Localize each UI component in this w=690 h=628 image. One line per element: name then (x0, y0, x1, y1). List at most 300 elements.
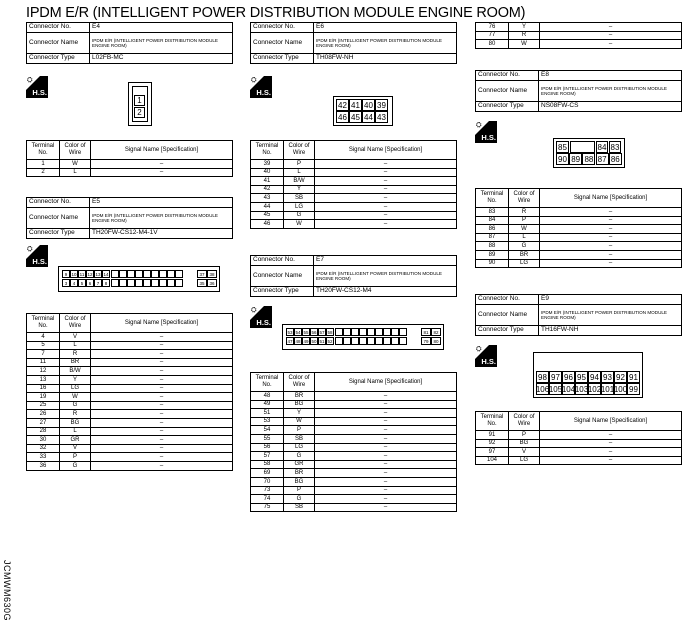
wire-color-cell: BR (284, 392, 315, 401)
pin-cell: 89 (569, 153, 582, 165)
table-row (27, 444, 233, 453)
signal-cell: – (91, 410, 233, 419)
connector-e7-face (282, 324, 444, 350)
pin-cell: 43 (375, 111, 388, 123)
color-of-wire-header: Color of Wire (60, 141, 91, 160)
pin-cell: 103 (574, 384, 589, 394)
table-row (251, 426, 457, 435)
pin-cell: 3 (62, 279, 70, 287)
wire-color-cell: G (284, 452, 315, 461)
connector-e5-face (58, 266, 220, 292)
signal-cell: – (91, 350, 233, 359)
signal-cell: – (540, 448, 682, 457)
pin-cell: 97 (549, 371, 562, 383)
pin-cell: 53 (287, 329, 293, 335)
terminal-cell: 36 (27, 461, 60, 470)
pin-cell (335, 328, 343, 336)
color-of-wire-header: Color of Wire (284, 373, 315, 392)
terminal-cell: 28 (27, 427, 60, 436)
pin-cell (151, 270, 159, 278)
terminal-cell: 4 (27, 333, 60, 342)
pin-cell: 55 (303, 329, 309, 335)
pin-cell: 9 (62, 270, 70, 278)
wire-color-cell: V (509, 448, 540, 457)
terminal-cell: 32 (27, 444, 60, 453)
terminal-cell: 1 (27, 160, 60, 169)
signal-cell: – (315, 469, 457, 478)
pin-cell (151, 279, 159, 287)
signal-cell: – (315, 417, 457, 426)
connector-name-value: IPDM E/R (INTELLIGENT POWER DISTRIBUTION MODULE ENGINE ROOM) (90, 33, 233, 54)
table-row (476, 225, 682, 234)
pin-cell: 93 (601, 371, 614, 383)
signal-cell: – (315, 160, 457, 169)
signal-name-header: Signal Name [Specification] (91, 314, 233, 333)
terminal-cell: 89 (476, 250, 509, 259)
pin-cell: 6 (86, 279, 94, 287)
connector-no-value: E5 (90, 198, 233, 208)
pin-cell: 102 (587, 384, 602, 394)
terminal-cell: 88 (476, 242, 509, 251)
pin-cell: 47 (287, 338, 293, 344)
pin-cell: 104 (561, 384, 576, 394)
connector-type-value: TH08FW-NH (314, 54, 457, 64)
terminal-cell: 39 (251, 160, 284, 169)
terminal-cell: 5 (27, 341, 60, 350)
pin-cell: 85 (556, 141, 569, 153)
connector-e8-header (475, 70, 682, 112)
connector-e9-header (475, 294, 682, 336)
signal-cell: – (91, 341, 233, 350)
table-row (251, 417, 457, 426)
terminal-cell: 11 (27, 358, 60, 367)
pin-cell (143, 270, 151, 278)
pin-cell: 99 (627, 383, 640, 395)
pin-cell (335, 337, 343, 345)
connector-no-value: E4 (90, 23, 233, 33)
hs-icon: ⛭ H.S. (476, 346, 496, 366)
pin-cell (351, 328, 359, 336)
table-row (251, 211, 457, 220)
pin-cell: 2 (134, 107, 145, 118)
pin-cell: 11 (79, 271, 85, 277)
pin-cell: 88 (582, 153, 595, 165)
terminal-cell: 53 (251, 417, 284, 426)
signal-cell: – (91, 358, 233, 367)
wire-color-cell: GR (284, 460, 315, 469)
signal-name-header: Signal Name [Specification] (540, 189, 682, 208)
signal-cell: – (91, 384, 233, 393)
connector-e9-face (533, 352, 643, 398)
pin-cell: 13 (95, 271, 101, 277)
terminal-cell: 42 (251, 185, 284, 194)
pin-cell: 35 (197, 279, 207, 287)
signal-cell: – (91, 393, 233, 402)
pin-cell: 80 (431, 337, 441, 345)
signal-cell: – (91, 168, 233, 177)
pin-cell (383, 328, 391, 336)
signal-cell: – (315, 460, 457, 469)
signal-cell: – (91, 401, 233, 410)
terminal-cell: 16 (27, 384, 60, 393)
connector-type-value: L02FB-MC (90, 54, 233, 64)
table-row (27, 375, 233, 384)
wire-color-cell: LG (509, 259, 540, 268)
wire-color-cell: B/W (60, 367, 91, 376)
connector-type-value: TH20FW-CS12-M4 (314, 287, 457, 297)
pin-cell: 94 (588, 371, 601, 383)
table-row (251, 495, 457, 504)
table-row (251, 168, 457, 177)
connector-type-label: Connector Type (476, 326, 539, 336)
signal-name-header: Signal Name [Specification] (540, 412, 682, 431)
table-row (251, 177, 457, 186)
table-row (27, 358, 233, 367)
pin-cell: 51 (319, 338, 325, 344)
wire-color-cell: W (60, 160, 91, 169)
signal-cell: – (540, 23, 682, 32)
wire-color-cell: L (60, 427, 91, 436)
connector-name-value: IPDM E/R (INTELLIGENT POWER DISTRIBUTION MODULE ENGINE ROOM) (539, 305, 682, 326)
signal-cell: – (540, 225, 682, 234)
terminal-cell: 76 (476, 23, 509, 32)
signal-cell: – (315, 168, 457, 177)
table-row (27, 160, 233, 169)
pin-cell (351, 337, 359, 345)
connector-no-label: Connector No. (27, 198, 90, 208)
hs-icon: ⛭ H.S. (251, 77, 271, 97)
pin-cell (167, 270, 175, 278)
pin-cell (383, 337, 391, 345)
pin-cell: 38 (207, 270, 217, 278)
connector-e7-pin-table (250, 372, 457, 512)
table-row (476, 31, 682, 40)
pin-cell (570, 141, 595, 153)
pin-cell: 44 (362, 111, 375, 123)
wire-color-cell: R (60, 350, 91, 359)
table-row (476, 456, 682, 465)
terminal-cell: 69 (251, 469, 284, 478)
pin-cell (399, 337, 407, 345)
terminal-cell: 91 (476, 431, 509, 440)
connector-e9-pin-table (475, 411, 682, 465)
signal-cell: – (315, 392, 457, 401)
pin-cell (111, 270, 119, 278)
signal-cell: – (540, 31, 682, 40)
terminal-cell: 41 (251, 177, 284, 186)
pin-cell: 98 (536, 371, 549, 383)
table-row (251, 486, 457, 495)
wire-color-cell: LG (284, 202, 315, 211)
pin-cell (175, 279, 183, 287)
wire-color-cell: L (60, 168, 91, 177)
connector-name-label: Connector Name (251, 33, 314, 54)
terminal-cell: 19 (27, 393, 60, 402)
wire-color-cell: BR (60, 358, 91, 367)
pin-cell (143, 279, 151, 287)
connector-no-label: Connector No. (476, 71, 539, 81)
pin-cell (167, 279, 175, 287)
hs-icon: ⛭ H.S. (476, 122, 496, 142)
terminal-cell: 92 (476, 439, 509, 448)
pin-cell (367, 328, 375, 336)
terminal-cell: 97 (476, 448, 509, 457)
signal-cell: – (91, 418, 233, 427)
wire-color-cell: Y (284, 185, 315, 194)
terminal-cell: 12 (27, 367, 60, 376)
connector-type-value: NS08FW-CS (539, 102, 682, 112)
table-row (251, 409, 457, 418)
table-row (251, 460, 457, 469)
signal-cell: – (315, 486, 457, 495)
pin-cell: 90 (556, 153, 569, 165)
table-row (476, 439, 682, 448)
signal-cell: – (315, 495, 457, 504)
pin-cell: 12 (87, 271, 93, 277)
wire-color-cell: BG (284, 477, 315, 486)
wire-color-cell: W (284, 417, 315, 426)
pin-cell: 101 (600, 384, 615, 394)
table-row (251, 452, 457, 461)
table-row (251, 477, 457, 486)
terminal-cell: 75 (251, 503, 284, 512)
signal-cell: – (315, 426, 457, 435)
pin-cell: 7 (94, 279, 102, 287)
connector-type-label: Connector Type (27, 229, 90, 239)
signal-cell: – (540, 250, 682, 259)
wire-color-cell: L (509, 233, 540, 242)
pin-cell: 92 (614, 371, 627, 383)
connector-name-label: Connector Name (27, 208, 90, 229)
pin-cell (159, 279, 167, 287)
connector-name-value: IPDM E/R (INTELLIGENT POWER DISTRIBUTION MODULE ENGINE ROOM) (539, 81, 682, 102)
table-row (476, 233, 682, 242)
pin-cell (343, 337, 351, 345)
color-of-wire-header: Color of Wire (60, 314, 91, 333)
color-of-wire-header: Color of Wire (509, 189, 540, 208)
connector-type-label: Connector Type (476, 102, 539, 112)
table-row (27, 367, 233, 376)
pin-cell: 37 (197, 270, 207, 278)
pin-cell (159, 270, 167, 278)
wire-color-cell: G (284, 211, 315, 220)
wire-color-cell: BG (509, 439, 540, 448)
pin-cell (127, 270, 135, 278)
table-row (251, 194, 457, 203)
table-row (251, 434, 457, 443)
terminal-no-header: Terminal No. (251, 141, 284, 160)
pin-cell: 105 (548, 384, 563, 394)
terminal-cell: 83 (476, 208, 509, 217)
signal-cell: – (91, 367, 233, 376)
wire-color-cell: G (509, 242, 540, 251)
table-row (476, 250, 682, 259)
pin-cell (391, 328, 399, 336)
connector-type-label: Connector Type (27, 54, 90, 64)
terminal-cell: 55 (251, 434, 284, 443)
terminal-cell: 58 (251, 460, 284, 469)
wire-color-cell: GR (60, 436, 91, 445)
connector-no-value: E6 (314, 23, 457, 33)
terminal-cell: 54 (251, 426, 284, 435)
pin-cell: 86 (609, 153, 622, 165)
wire-color-cell: SB (284, 434, 315, 443)
wire-color-cell: SB (284, 194, 315, 203)
table-row (476, 259, 682, 268)
signal-name-header: Signal Name [Specification] (91, 141, 233, 160)
table-row (476, 448, 682, 457)
terminal-cell: 90 (476, 259, 509, 268)
wire-color-cell: BG (60, 418, 91, 427)
signal-cell: – (540, 208, 682, 217)
connector-e4-pin-table (26, 140, 233, 177)
pin-cell: 56 (311, 329, 317, 335)
terminal-cell: 7 (27, 350, 60, 359)
pin-cell: 106 (535, 384, 550, 394)
signal-cell: – (315, 220, 457, 229)
connector-no-value: E8 (539, 71, 682, 81)
wire-color-cell: V (60, 333, 91, 342)
wire-color-cell: W (284, 220, 315, 229)
terminal-cell: 44 (251, 202, 284, 211)
pin-cell (135, 270, 143, 278)
table-row (27, 427, 233, 436)
terminal-cell: 84 (476, 216, 509, 225)
table-row (27, 401, 233, 410)
wire-color-cell: P (284, 486, 315, 495)
terminal-cell: 26 (27, 410, 60, 419)
table-row (251, 202, 457, 211)
terminal-no-header: Terminal No. (27, 314, 60, 333)
table-row (476, 23, 682, 32)
signal-name-header: Signal Name [Specification] (315, 141, 457, 160)
terminal-cell: 73 (251, 486, 284, 495)
connector-e4-header (26, 22, 233, 64)
table-row (27, 410, 233, 419)
connector-name-label: Connector Name (27, 33, 90, 54)
table-row (27, 384, 233, 393)
pin-cell: 91 (627, 371, 640, 383)
terminal-no-header: Terminal No. (251, 373, 284, 392)
table-row (27, 393, 233, 402)
hs-icon: ⛭ H.S. (27, 246, 47, 266)
signal-cell: – (540, 259, 682, 268)
pin-cell (375, 328, 383, 336)
connector-e7-pin-table-continued (475, 22, 682, 49)
wire-color-cell: P (284, 160, 315, 169)
table-row (27, 350, 233, 359)
pin-cell: 40 (362, 99, 375, 111)
table-row (27, 461, 233, 470)
wire-color-cell: LG (60, 384, 91, 393)
pin-cell (343, 328, 351, 336)
connector-no-value: E7 (314, 256, 457, 266)
signal-cell: – (315, 443, 457, 452)
signal-cell: – (91, 427, 233, 436)
connector-type-value: TH20FW-CS12-M4-1V (90, 229, 233, 239)
connector-name-label: Connector Name (476, 81, 539, 102)
wire-color-cell: L (284, 168, 315, 177)
table-row (476, 216, 682, 225)
wire-color-cell: P (284, 426, 315, 435)
signal-cell: – (315, 202, 457, 211)
wire-color-cell: W (60, 393, 91, 402)
wire-color-cell: BR (509, 250, 540, 259)
signal-cell: – (540, 439, 682, 448)
table-row (27, 168, 233, 177)
pin-cell: 54 (295, 329, 301, 335)
pin-cell: 82 (431, 328, 441, 336)
connector-no-label: Connector No. (27, 23, 90, 33)
wire-color-cell: G (60, 461, 91, 470)
terminal-cell: 25 (27, 401, 60, 410)
wire-color-cell: LG (509, 456, 540, 465)
wire-color-cell: W (509, 225, 540, 234)
signal-cell: – (315, 434, 457, 443)
pin-cell (119, 279, 127, 287)
signal-cell: – (540, 233, 682, 242)
terminal-cell: 45 (251, 211, 284, 220)
terminal-cell: 30 (27, 436, 60, 445)
table-row (251, 469, 457, 478)
connector-e6-header (250, 22, 457, 64)
pin-cell: 95 (575, 371, 588, 383)
terminal-no-header: Terminal No. (27, 141, 60, 160)
pin-cell (359, 337, 367, 345)
terminal-cell: 74 (251, 495, 284, 504)
terminal-cell: 33 (27, 453, 60, 462)
wire-color-cell: SB (284, 503, 315, 512)
table-row (251, 185, 457, 194)
terminal-cell: 104 (476, 456, 509, 465)
terminal-cell: 40 (251, 168, 284, 177)
terminal-cell: 27 (27, 418, 60, 427)
pin-cell (367, 337, 375, 345)
color-of-wire-header: Color of Wire (509, 412, 540, 431)
signal-cell: – (91, 436, 233, 445)
connector-no-label: Connector No. (476, 295, 539, 305)
hs-icon: ⛭ H.S. (27, 77, 47, 97)
wire-color-cell: LG (284, 443, 315, 452)
wire-color-cell: P (60, 453, 91, 462)
wire-color-cell: W (509, 40, 540, 49)
pin-cell: 84 (597, 142, 607, 152)
table-row (476, 242, 682, 251)
pin-cell: 14 (103, 271, 109, 277)
signal-cell: – (540, 456, 682, 465)
pin-cell (359, 328, 367, 336)
signal-cell: – (91, 453, 233, 462)
terminal-no-header: Terminal No. (476, 412, 509, 431)
pin-cell: 58 (327, 329, 333, 335)
wire-color-cell: Y (284, 409, 315, 418)
signal-cell: – (315, 400, 457, 409)
pin-cell (119, 270, 127, 278)
pin-cell: 48 (295, 338, 301, 344)
connector-name-label: Connector Name (476, 305, 539, 326)
signal-name-header: Signal Name [Specification] (315, 373, 457, 392)
signal-cell: – (315, 452, 457, 461)
wire-color-cell: Y (60, 375, 91, 384)
pin-cell (111, 279, 119, 287)
signal-cell: – (540, 40, 682, 49)
terminal-cell: 51 (251, 409, 284, 418)
terminal-cell: 80 (476, 40, 509, 49)
connector-name-label: Connector Name (251, 266, 314, 287)
connector-no-label: Connector No. (251, 256, 314, 266)
pin-cell: 49 (303, 338, 309, 344)
pin-cell: 57 (319, 329, 325, 335)
